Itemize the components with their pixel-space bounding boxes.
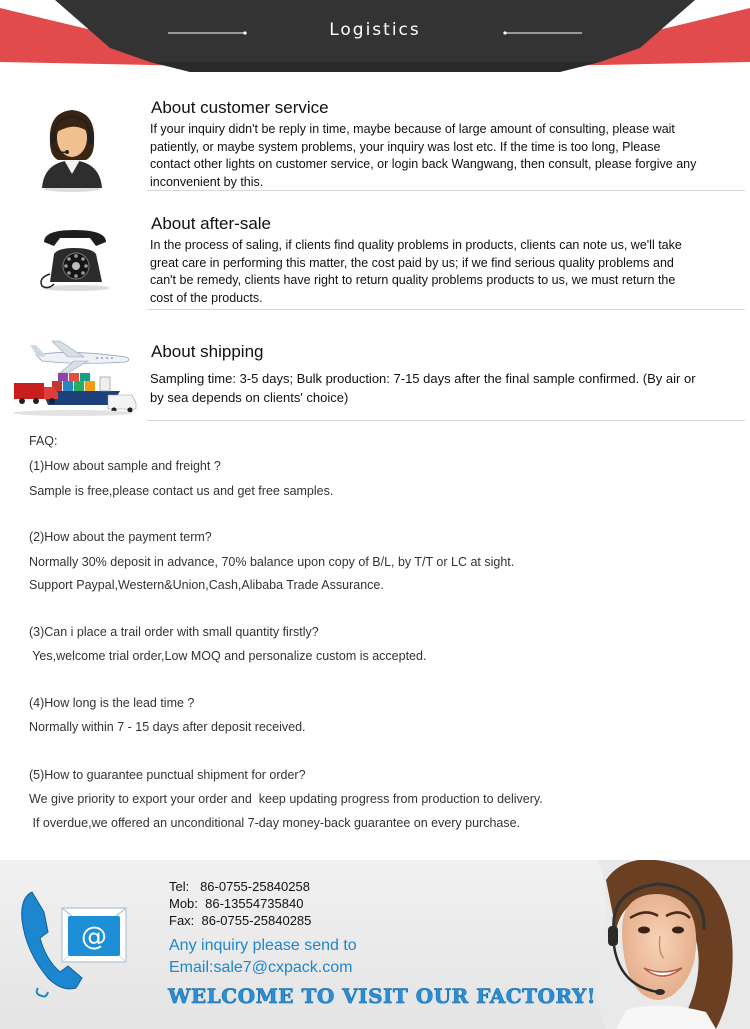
faq-answer: Normally within 7 - 15 days after deposit received. bbox=[29, 720, 306, 734]
header-banner bbox=[0, 0, 750, 80]
email-phone-icon bbox=[14, 882, 134, 1000]
section-line: by sea depends on clients' choice) bbox=[150, 390, 349, 405]
faq-question: (1)How about sample and freight ? bbox=[29, 459, 221, 473]
customer-service-agent-icon bbox=[36, 102, 108, 192]
section-line: Sampling time: 3-5 days; Bulk production: 7-15 days after the final sample confirmed. (By air or bbox=[150, 371, 696, 386]
faq-question: (2)How about the payment term? bbox=[29, 530, 212, 544]
section-line: If your inquiry didn't be reply in time, maybe because of large amount of consulting, please wait bbox=[150, 122, 675, 136]
welcome-banner-text: WELCOME TO VISIT OUR FACTORY! bbox=[168, 984, 597, 1008]
section-line: can't be remedy, clients have right to return quality problems products to us, we must return the bbox=[150, 273, 676, 287]
fax-text: Fax: 86-0755-25840285 bbox=[169, 913, 312, 928]
faq-answer: Support Paypal,Western&Union,Cash,Alibaba Trade Assurance. bbox=[29, 578, 384, 592]
mob-text: Mob: 86-13554735840 bbox=[169, 896, 304, 911]
contact-footer bbox=[0, 860, 750, 1029]
section-line: patiently, or maybe system problems, your inquiry was lost etc. If the time is too long, Please bbox=[150, 139, 661, 154]
faq-question: (5)How to guarantee punctual shipment for order? bbox=[29, 768, 306, 782]
faq-heading: FAQ: bbox=[29, 434, 58, 448]
section-line: inconvenient by this. bbox=[150, 174, 264, 189]
faq-answer: Sample is free,please contact us and get free samples. bbox=[29, 484, 334, 498]
section-body bbox=[150, 369, 744, 407]
support-agent-photo bbox=[566, 860, 750, 1029]
section-divider bbox=[147, 420, 745, 421]
telephone-icon bbox=[34, 224, 116, 292]
faq-answer: Normally 30% deposit in advance, 70% balance upon copy of B/L, by T/T or LC at sight. bbox=[29, 555, 515, 569]
section-title: About shipping bbox=[151, 342, 264, 361]
faq-answer: Yes,welcome trial order,Low MOQ and personalize custom is accepted. bbox=[29, 649, 427, 663]
truck-icon bbox=[14, 383, 58, 404]
section-title: About after-sale bbox=[151, 214, 272, 233]
airplane-icon bbox=[30, 341, 129, 373]
section-body bbox=[150, 121, 744, 191]
inquiry-text: Any inquiry please send to bbox=[169, 937, 357, 954]
shipping-transport-icon bbox=[8, 325, 138, 417]
section-line: cost of the products. bbox=[150, 290, 263, 305]
van-icon bbox=[108, 395, 136, 413]
svg-text:@: @ bbox=[81, 922, 107, 952]
section-title: About customer service bbox=[151, 98, 329, 117]
faq-answer: We give priority to export your order and keep updating progress from production to delivery. bbox=[29, 792, 543, 806]
faq-question: (3)Can i place a trail order with small quantity firstly? bbox=[29, 625, 319, 639]
section-shipping bbox=[0, 323, 750, 423]
banner-shape bbox=[0, 0, 750, 80]
section-line: In the process of saling, if clients find quality problems in products, clients can note us, we'll take bbox=[150, 238, 682, 252]
section-line: great care in performing this matter, the cost paid by us; if we find serious quality problems and bbox=[150, 255, 674, 270]
section-body bbox=[150, 237, 744, 307]
faq-answer: If overdue,we offered an unconditional 7-day money-back guarantee on every purchase. bbox=[29, 816, 521, 830]
banner-title: Logistics bbox=[329, 20, 421, 40]
section-line: contact other lights on customer service, or login back Wangwang, then consult, please forgive any bbox=[150, 157, 697, 171]
section-after-sale bbox=[0, 206, 750, 314]
section-divider bbox=[147, 190, 745, 191]
faq-question: (4)How long is the lead time ? bbox=[29, 696, 195, 710]
email-text[interactable]: Email:sale7@cxpack.com bbox=[169, 959, 353, 976]
section-customer-service bbox=[0, 90, 750, 195]
section-divider bbox=[147, 309, 745, 310]
tel-text: Tel: 86-0755-25840258 bbox=[169, 879, 310, 894]
